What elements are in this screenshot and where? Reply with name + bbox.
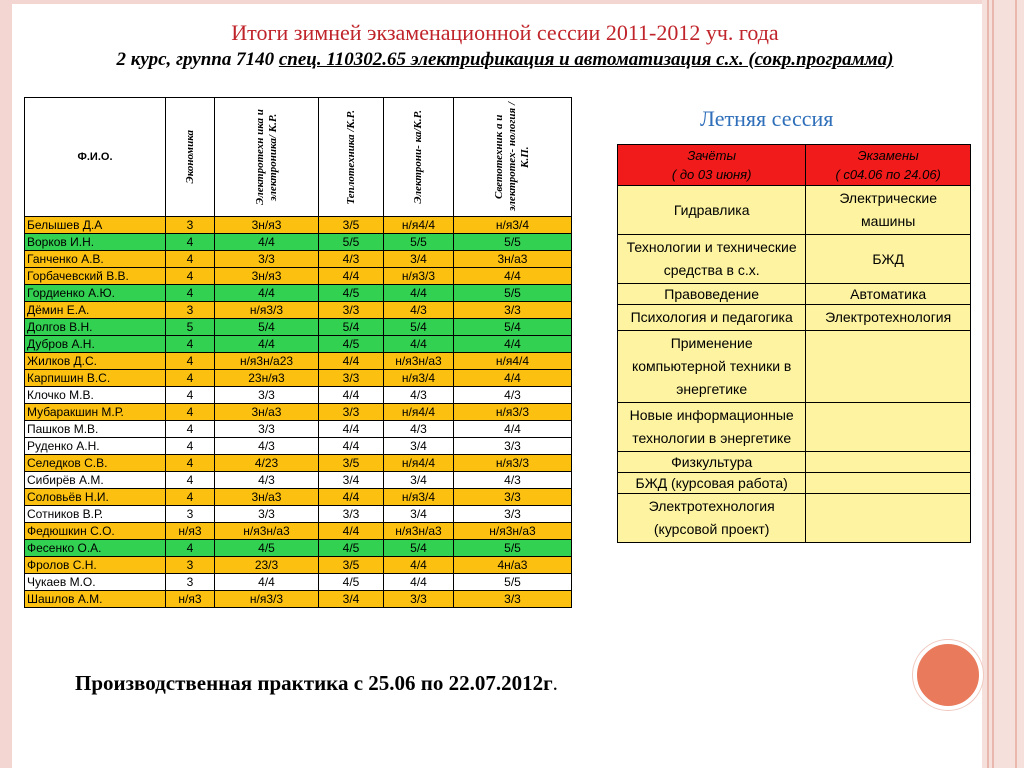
slide-frame-top bbox=[12, 0, 982, 4]
grade-elec: н/я3н/а3 bbox=[384, 353, 454, 370]
grade-light: 4/4 bbox=[454, 268, 572, 285]
table-row bbox=[25, 404, 572, 421]
page-title: Итоги зимней экзаменационной сессии 2011-2012 уч. года bbox=[231, 20, 779, 45]
col-header-lighting bbox=[454, 98, 572, 217]
grade-light: н/я3/3 bbox=[454, 455, 572, 472]
student-name: Гордиенко А.Ю. bbox=[25, 285, 166, 302]
exam-subject bbox=[806, 473, 971, 494]
grade-el: 4/3 bbox=[215, 472, 319, 489]
table-row bbox=[25, 591, 572, 608]
table-row bbox=[25, 489, 572, 506]
grade-light: 3/3 bbox=[454, 591, 572, 608]
tests-label: Зачёты bbox=[687, 148, 737, 163]
grade-econ: 4 bbox=[166, 285, 215, 302]
grade-thermo: 5/4 bbox=[319, 319, 384, 336]
grade-light: 3/3 bbox=[454, 438, 572, 455]
grade-elec: 4/4 bbox=[384, 557, 454, 574]
grade-elec: 5/4 bbox=[384, 319, 454, 336]
practice-dot: . bbox=[552, 671, 558, 695]
grades-body bbox=[25, 217, 572, 608]
grade-el: н/я3/3 bbox=[215, 302, 319, 319]
grade-light: 3/3 bbox=[454, 302, 572, 319]
student-name: Сотников В.Р. bbox=[25, 506, 166, 523]
grade-thermo: 3/3 bbox=[319, 370, 384, 387]
grade-elec: н/я3н/а3 bbox=[384, 523, 454, 540]
grade-el: 4/5 bbox=[215, 540, 319, 557]
grade-econ: 4 bbox=[166, 370, 215, 387]
table-row bbox=[25, 353, 572, 370]
grade-elec: н/я3/4 bbox=[384, 489, 454, 506]
grade-light: 4/4 bbox=[454, 336, 572, 353]
practice-text: Производственная практика с 25.06 по 22.07.2012г bbox=[75, 671, 553, 695]
table-row bbox=[25, 455, 572, 472]
student-name: Шашлов А.М. bbox=[25, 591, 166, 608]
col-lighting-label: Светотехник а и электротех- нология /К.П. bbox=[493, 102, 531, 212]
grade-elec: 3/4 bbox=[384, 251, 454, 268]
grade-light: 4/4 bbox=[454, 421, 572, 438]
grade-elec: 3/4 bbox=[384, 438, 454, 455]
table-row bbox=[25, 506, 572, 523]
tests-date: ( до 03 июня) bbox=[671, 167, 752, 182]
table-row bbox=[25, 319, 572, 336]
summer-body bbox=[618, 186, 971, 543]
grade-thermo: 4/4 bbox=[319, 438, 384, 455]
test-subject: Применение компьютерной техники в энергетике bbox=[618, 331, 806, 403]
grade-econ: 4 bbox=[166, 472, 215, 489]
grade-econ: 4 bbox=[166, 489, 215, 506]
col-header-name: Ф.И.О. bbox=[25, 98, 166, 217]
subtitle-prefix: 2 курс, группа 7140 bbox=[116, 49, 279, 70]
table-row bbox=[25, 302, 572, 319]
student-name: Дёмин Е.А. bbox=[25, 302, 166, 319]
student-name: Селедков С.В. bbox=[25, 455, 166, 472]
practice-note bbox=[75, 671, 558, 696]
grade-light: 5/5 bbox=[454, 285, 572, 302]
grade-light: 4/3 bbox=[454, 472, 572, 489]
student-name: Пашков М.В. bbox=[25, 421, 166, 438]
grade-el: 5/4 bbox=[215, 319, 319, 336]
grade-thermo: 4/5 bbox=[319, 285, 384, 302]
exam-subject bbox=[806, 452, 971, 473]
grade-thermo: 3/5 bbox=[319, 557, 384, 574]
grade-thermo: 4/4 bbox=[319, 523, 384, 540]
grade-thermo: 3/5 bbox=[319, 217, 384, 234]
student-name: Долгов В.Н. bbox=[25, 319, 166, 336]
student-name: Жилков Д.С. bbox=[25, 353, 166, 370]
grade-econ: 4 bbox=[166, 353, 215, 370]
student-name: Клочко М.В. bbox=[25, 387, 166, 404]
student-name: Соловьёв Н.И. bbox=[25, 489, 166, 506]
table-row bbox=[25, 217, 572, 234]
grade-econ: 4 bbox=[166, 251, 215, 268]
page-subtitle bbox=[0, 49, 1010, 71]
subtitle-specialty: спец. 110302.65 электрификация и автоматизация с.х. (сокр.программа) bbox=[278, 49, 894, 70]
grade-thermo: 3/3 bbox=[319, 404, 384, 421]
test-subject: Новые информационные технологии в энергетике bbox=[618, 403, 806, 452]
student-name: Ганченко А.В. bbox=[25, 251, 166, 268]
exam-subject: Электрические машины bbox=[806, 186, 971, 235]
student-name: Белышев Д.А bbox=[25, 217, 166, 234]
table-row bbox=[25, 421, 572, 438]
grade-elec: н/я3/4 bbox=[384, 370, 454, 387]
grade-econ: 3 bbox=[166, 217, 215, 234]
grade-thermo: 4/5 bbox=[319, 336, 384, 353]
grade-elec: н/я4/4 bbox=[384, 217, 454, 234]
grade-light: н/я3н/а3 bbox=[454, 523, 572, 540]
grade-light: 5/5 bbox=[454, 540, 572, 557]
grade-light: 3н/а3 bbox=[454, 251, 572, 268]
grade-econ: 5 bbox=[166, 319, 215, 336]
grade-el: 4/4 bbox=[215, 285, 319, 302]
grade-el: 4/4 bbox=[215, 234, 319, 251]
table-row bbox=[25, 251, 572, 268]
grade-el: 4/23 bbox=[215, 455, 319, 472]
grade-econ: 4 bbox=[166, 234, 215, 251]
table-row bbox=[25, 574, 572, 591]
student-name: Фролов С.Н. bbox=[25, 557, 166, 574]
grade-thermo: 4/5 bbox=[319, 574, 384, 591]
col-header-electronics bbox=[384, 98, 454, 217]
grade-thermo: 4/3 bbox=[319, 251, 384, 268]
grade-econ: 4 bbox=[166, 404, 215, 421]
exam-subject bbox=[806, 403, 971, 452]
grade-elec: 5/4 bbox=[384, 540, 454, 557]
decorative-circle bbox=[913, 640, 983, 710]
exams-date: ( с04.06 по 24.06) bbox=[835, 167, 941, 182]
table-row bbox=[25, 234, 572, 251]
test-subject: Технологии и технические средства в с.х. bbox=[618, 235, 806, 284]
grade-econ: 4 bbox=[166, 387, 215, 404]
exam-subject bbox=[806, 331, 971, 403]
test-subject: Электротехнология (курсовой проект) bbox=[618, 494, 806, 543]
test-subject: Физкультура bbox=[618, 452, 806, 473]
grade-elec: н/я4/4 bbox=[384, 404, 454, 421]
grade-elec: 4/4 bbox=[384, 336, 454, 353]
summer-row bbox=[618, 284, 971, 305]
grade-econ: н/я3 bbox=[166, 591, 215, 608]
grade-light: н/я4/4 bbox=[454, 353, 572, 370]
grade-el: 4/3 bbox=[215, 438, 319, 455]
grade-thermo: 4/4 bbox=[319, 387, 384, 404]
col-header-electrotech bbox=[215, 98, 319, 217]
grade-elec: 3/4 bbox=[384, 506, 454, 523]
grade-light: 3/3 bbox=[454, 489, 572, 506]
summer-row bbox=[618, 305, 971, 331]
student-name: Чукаев М.О. bbox=[25, 574, 166, 591]
grade-elec: 4/4 bbox=[384, 574, 454, 591]
table-row bbox=[25, 285, 572, 302]
grade-light: 5/4 bbox=[454, 319, 572, 336]
table-row bbox=[25, 540, 572, 557]
grade-thermo: 3/4 bbox=[319, 472, 384, 489]
grade-el: 3/3 bbox=[215, 506, 319, 523]
grade-el: 3н/я3 bbox=[215, 268, 319, 285]
grade-elec: 4/4 bbox=[384, 285, 454, 302]
grade-econ: 3 bbox=[166, 506, 215, 523]
grade-elec: 3/3 bbox=[384, 591, 454, 608]
table-row bbox=[25, 523, 572, 540]
grade-elec: 4/3 bbox=[384, 302, 454, 319]
summer-row bbox=[618, 186, 971, 235]
grade-elec: 4/3 bbox=[384, 387, 454, 404]
table-row bbox=[25, 438, 572, 455]
grade-elec: 5/5 bbox=[384, 234, 454, 251]
grade-light: 3/3 bbox=[454, 506, 572, 523]
slide-frame-left bbox=[0, 0, 12, 768]
grade-el: 3/3 bbox=[215, 421, 319, 438]
table-row bbox=[25, 268, 572, 285]
grade-econ: 3 bbox=[166, 302, 215, 319]
student-name: Дубров А.Н. bbox=[25, 336, 166, 353]
col-header-exams bbox=[806, 145, 971, 186]
grade-el: 23/3 bbox=[215, 557, 319, 574]
grades-header-row bbox=[25, 98, 572, 217]
grade-light: н/я3/4 bbox=[454, 217, 572, 234]
grade-el: 3н/а3 bbox=[215, 489, 319, 506]
summer-session-table bbox=[617, 144, 971, 543]
grade-thermo: 4/4 bbox=[319, 268, 384, 285]
grade-thermo: 4/4 bbox=[319, 421, 384, 438]
grade-light: 4н/а3 bbox=[454, 557, 572, 574]
student-name: Фесенко О.А. bbox=[25, 540, 166, 557]
grade-elec: н/я4/4 bbox=[384, 455, 454, 472]
test-subject: Правоведение bbox=[618, 284, 806, 305]
grades-table bbox=[24, 97, 572, 608]
exam-subject: БЖД bbox=[806, 235, 971, 284]
grade-econ: 4 bbox=[166, 438, 215, 455]
col-thermo-label: Теплотехника /К.Р. bbox=[344, 109, 357, 205]
grade-thermo: 4/5 bbox=[319, 540, 384, 557]
grade-econ: 4 bbox=[166, 540, 215, 557]
grade-light: 5/5 bbox=[454, 234, 572, 251]
exam-subject: Электротехнология bbox=[806, 305, 971, 331]
summer-row bbox=[618, 452, 971, 473]
grade-thermo: 3/4 bbox=[319, 591, 384, 608]
grade-elec: 4/3 bbox=[384, 421, 454, 438]
table-row bbox=[25, 387, 572, 404]
summer-row bbox=[618, 403, 971, 452]
student-name: Федюшкин С.О. bbox=[25, 523, 166, 540]
grade-elec: 3/4 bbox=[384, 472, 454, 489]
table-row bbox=[25, 336, 572, 353]
grade-elec: н/я3/3 bbox=[384, 268, 454, 285]
student-name: Руденко А.Н. bbox=[25, 438, 166, 455]
student-name: Горбачевский В.В. bbox=[25, 268, 166, 285]
test-subject: БЖД (курсовая работа) bbox=[618, 473, 806, 494]
grade-el: 3н/я3 bbox=[215, 217, 319, 234]
frame-line bbox=[1015, 0, 1017, 768]
exams-label: Экзамены bbox=[857, 148, 919, 163]
col-electrotech-label: Электротехн ика и электроника/ К.Р. bbox=[253, 109, 279, 205]
grade-el: 4/4 bbox=[215, 574, 319, 591]
student-name: Сибирёв А.М. bbox=[25, 472, 166, 489]
frame-line bbox=[987, 0, 989, 768]
summer-row bbox=[618, 494, 971, 543]
grade-el: н/я3/3 bbox=[215, 591, 319, 608]
grade-el: 3н/а3 bbox=[215, 404, 319, 421]
grade-el: 3/3 bbox=[215, 387, 319, 404]
grade-el: н/я3н/а3 bbox=[215, 523, 319, 540]
grade-light: 5/5 bbox=[454, 574, 572, 591]
summer-row bbox=[618, 473, 971, 494]
grade-thermo: 4/4 bbox=[319, 489, 384, 506]
student-name: Мубаракшин М.Р. bbox=[25, 404, 166, 421]
summer-session-title: Летняя сессия bbox=[700, 106, 834, 131]
grade-econ: 3 bbox=[166, 574, 215, 591]
grade-el: 23н/я3 bbox=[215, 370, 319, 387]
summer-row bbox=[618, 331, 971, 403]
col-header-thermo bbox=[319, 98, 384, 217]
table-row bbox=[25, 370, 572, 387]
student-name: Карпишин В.С. bbox=[25, 370, 166, 387]
grade-light: 4/4 bbox=[454, 370, 572, 387]
grade-econ: н/я3 bbox=[166, 523, 215, 540]
summer-row bbox=[618, 235, 971, 284]
test-subject: Психология и педагогика bbox=[618, 305, 806, 331]
table-row bbox=[25, 472, 572, 489]
grade-thermo: 4/4 bbox=[319, 353, 384, 370]
test-subject: Гидравлика bbox=[618, 186, 806, 235]
grade-thermo: 3/5 bbox=[319, 455, 384, 472]
col-header-economics bbox=[166, 98, 215, 217]
grade-econ: 4 bbox=[166, 455, 215, 472]
col-economics-label: Экономика bbox=[183, 130, 196, 184]
grade-light: н/я3/3 bbox=[454, 404, 572, 421]
grade-thermo: 3/3 bbox=[319, 506, 384, 523]
grade-el: н/я3н/а23 bbox=[215, 353, 319, 370]
col-electronics-label: Электрони- ка/К.Р. bbox=[412, 110, 424, 204]
exam-subject bbox=[806, 494, 971, 543]
frame-line bbox=[992, 0, 994, 768]
grade-el: 4/4 bbox=[215, 336, 319, 353]
table-row bbox=[25, 557, 572, 574]
student-name: Ворков И.Н. bbox=[25, 234, 166, 251]
grade-el: 3/3 bbox=[215, 251, 319, 268]
grade-econ: 4 bbox=[166, 336, 215, 353]
grade-thermo: 5/5 bbox=[319, 234, 384, 251]
grade-light: 4/3 bbox=[454, 387, 572, 404]
grade-econ: 4 bbox=[166, 421, 215, 438]
grade-econ: 3 bbox=[166, 557, 215, 574]
summer-header-row bbox=[618, 145, 971, 186]
grade-econ: 4 bbox=[166, 268, 215, 285]
grade-thermo: 3/3 bbox=[319, 302, 384, 319]
col-header-tests bbox=[618, 145, 806, 186]
exam-subject: Автоматика bbox=[806, 284, 971, 305]
